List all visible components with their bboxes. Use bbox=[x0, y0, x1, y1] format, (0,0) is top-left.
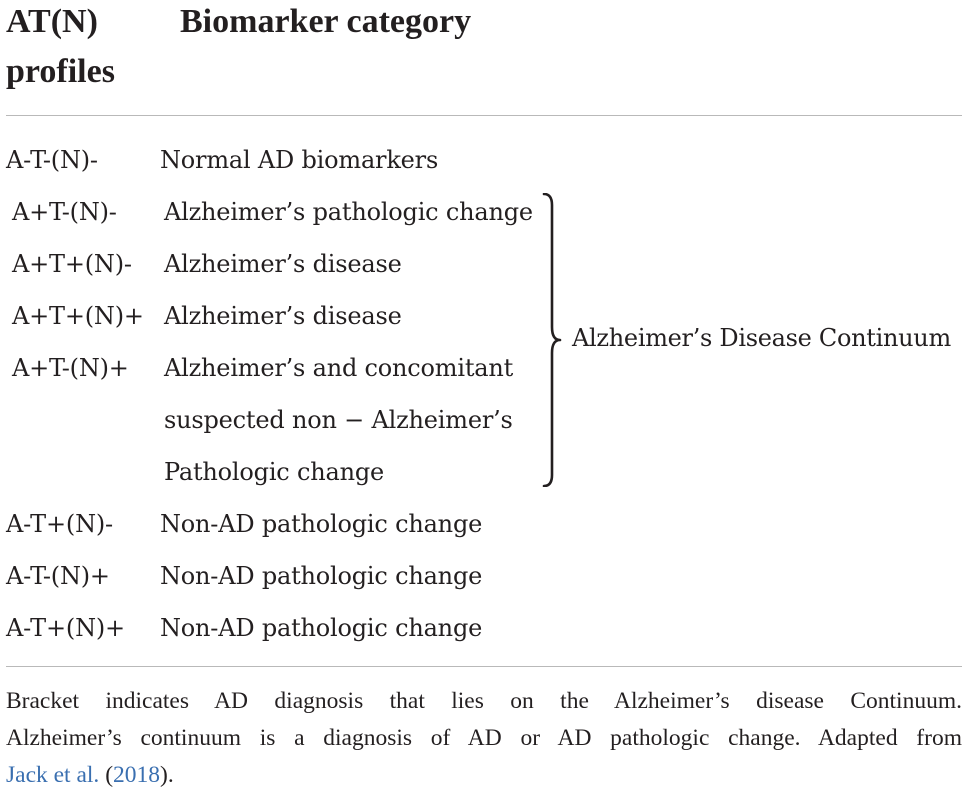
table-footnote bbox=[6, 683, 962, 794]
row-1-category: Normal AD biomarkers bbox=[160, 146, 439, 174]
table-top-rule bbox=[6, 115, 962, 116]
row-8-profile: A-T+(N)+ bbox=[6, 614, 125, 642]
continuum-label: Alzheimer’s Disease Continuum bbox=[572, 324, 951, 352]
footnote-line-3 bbox=[6, 757, 962, 794]
row-7-profile: A-T-(N)+ bbox=[6, 562, 110, 590]
row-7-category: Non-AD pathologic change bbox=[160, 562, 483, 590]
citation-open: ( bbox=[99, 762, 114, 788]
row-5-category-line2: suspected non − Alzheimer’s bbox=[164, 406, 513, 434]
citation-close: ). bbox=[160, 762, 174, 788]
row-6-profile: A-T+(N)- bbox=[6, 510, 113, 538]
row-2-category: Alzheimer’s pathologic change bbox=[164, 198, 533, 226]
row-6-category: Non-AD pathologic change bbox=[160, 510, 483, 538]
row-1-profile: A-T-(N)- bbox=[6, 146, 98, 174]
row-4-profile: A+T+(N)+ bbox=[12, 302, 144, 330]
continuum-bracket-icon bbox=[540, 193, 562, 487]
row-8-category: Non-AD pathologic change bbox=[160, 614, 483, 642]
citation-authors-link[interactable]: Jack et al. bbox=[6, 762, 100, 788]
row-4-category: Alzheimer’s disease bbox=[164, 302, 402, 330]
row-3-profile: A+T+(N)- bbox=[12, 250, 132, 278]
citation-year-link[interactable]: 2018 bbox=[113, 762, 161, 788]
header-profiles-line1: AT(N) bbox=[6, 3, 98, 40]
header-profiles bbox=[6, 0, 166, 97]
header-biomarker-category: Biomarker category bbox=[180, 3, 472, 40]
header-profiles-line2: profiles bbox=[6, 53, 115, 90]
table-bottom-rule bbox=[6, 666, 962, 667]
footnote-line-2: Alzheimer’s continuum is a diagnosis of AD or AD pathologic change. Adapted from bbox=[6, 725, 962, 751]
row-2-profile: A+T-(N)- bbox=[12, 198, 117, 226]
row-5-category-line3: Pathologic change bbox=[164, 458, 384, 486]
row-5-category-line1: Alzheimer’s and concomitant bbox=[164, 354, 514, 382]
footnote-line-1: Bracket indicates AD diagnosis that lies on the Alzheimer’s disease Continuum. bbox=[6, 688, 962, 714]
row-3-category: Alzheimer’s disease bbox=[164, 250, 402, 278]
row-5-profile: A+T-(N)+ bbox=[12, 354, 129, 382]
